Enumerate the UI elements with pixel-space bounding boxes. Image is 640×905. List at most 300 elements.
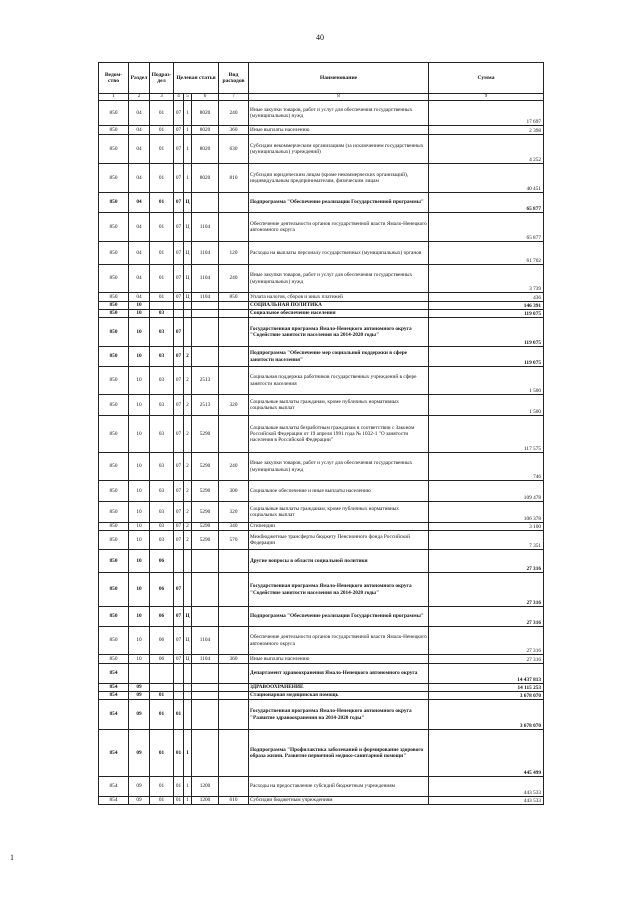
cell-target-direction: 8020: [192, 126, 219, 135]
cell-naimenovanie: Департамент здравоохранения Ямало-Ненецкого автономного округа: [249, 664, 429, 684]
cell-naimenovanie: Уплата налогов, сборов и иных платежей: [249, 293, 429, 302]
cell-target-direction: [192, 573, 219, 607]
cell-vid-rashodov: [219, 302, 249, 310]
cell-target-subprogram: 1: [184, 126, 192, 135]
cell-target-program: 07: [174, 242, 184, 265]
table-row: [99, 777, 544, 797]
table-row: [99, 318, 544, 347]
cell-naimenovanie: Государственная программа Ямало-Ненецкого автономного округа "Развитие здравоохранения на 2014-2020 годы": [249, 700, 429, 730]
cell-vid-rashodov: 850: [219, 293, 249, 302]
cell-target-program: 07: [174, 367, 184, 395]
cell-vedomstvo: 850: [99, 193, 129, 213]
cell-target-subprogram: Ц: [184, 607, 192, 627]
cell-razdel: 09: [129, 777, 150, 797]
cell-podrazdel: 03: [150, 347, 174, 367]
cell-razdel: 10: [129, 453, 150, 481]
cell-target-subprogram: [184, 573, 192, 607]
cell-target-subprogram: Ц: [184, 213, 192, 242]
cell-target-direction: 1104: [192, 265, 219, 293]
cell-vid-rashodov: 240: [219, 101, 249, 126]
cell-vid-rashodov: [219, 310, 249, 318]
cell-vid-rashodov: [219, 684, 249, 692]
cell-vedomstvo: 850: [99, 502, 129, 523]
cell-vedomstvo: 850: [99, 213, 129, 242]
cell-naimenovanie: Государственная программа Ямало-Ненецкого автономного округа "Содействие занятости населения на 2014-2020 годы": [249, 573, 429, 607]
cell-target-program: [174, 550, 184, 573]
cell-podrazdel: 06: [150, 655, 174, 664]
table-row: [99, 531, 544, 550]
cell-naimenovanie: Расходы на предоставление субсидий бюджетным учреждениям: [249, 777, 429, 797]
cell-vedomstvo: 854: [99, 684, 129, 692]
cell-podrazdel: [150, 664, 174, 684]
cell-vid-rashodov: [219, 627, 249, 655]
table-row: [99, 481, 544, 502]
cell-target-subprogram: I: [184, 730, 192, 777]
cell-target-direction: [192, 302, 219, 310]
cell-naimenovanie: Подпрограмма "Профилактика заболеваний и формирование здорового образа жизни. Развитие первичной медико-санитарной помощи": [249, 730, 429, 777]
cell-naimenovanie: Межбюджетные трансферты бюджету Пенсионного фонда Российской Федерации: [249, 531, 429, 550]
cell-summa: 3 739: [429, 265, 544, 293]
cell-razdel: 10: [129, 550, 150, 573]
cell-summa: 27 316: [429, 627, 544, 655]
cell-naimenovanie: СОЦИАЛЬНАЯ ПОЛИТИКА: [249, 302, 429, 310]
cell-vedomstvo: 850: [99, 367, 129, 395]
cell-target-program: 01: [174, 700, 184, 730]
cell-podrazdel: 01: [150, 293, 174, 302]
cell-razdel: 10: [129, 395, 150, 416]
cell-target-program: 07: [174, 607, 184, 627]
cell-razdel: 04: [129, 193, 150, 213]
cell-vedomstvo: 854: [99, 730, 129, 777]
cell-vedomstvo: 850: [99, 395, 129, 416]
cell-target-program: 07: [174, 318, 184, 347]
cell-razdel: 04: [129, 293, 150, 302]
cell-target-subprogram: 1: [184, 777, 192, 797]
cell-vedomstvo: 850: [99, 302, 129, 310]
cell-summa: 40 451: [429, 164, 544, 193]
cell-podrazdel: 06: [150, 550, 174, 573]
cell-target-program: 01: [174, 730, 184, 777]
cell-razdel: 04: [129, 135, 150, 164]
cell-podrazdel: 03: [150, 453, 174, 481]
cell-summa: 27 316: [429, 550, 544, 573]
cell-summa: 27 316: [429, 655, 544, 664]
cell-podrazdel: [150, 302, 174, 310]
cell-vid-rashodov: 630: [219, 135, 249, 164]
cell-target-subprogram: [184, 310, 192, 318]
cell-vid-rashodov: [219, 318, 249, 347]
cell-summa: 119 075: [429, 310, 544, 318]
cell-vid-rashodov: [219, 730, 249, 777]
cell-vedomstvo: 850: [99, 310, 129, 318]
cell-vid-rashodov: [219, 607, 249, 627]
cell-target-program: 07: [174, 395, 184, 416]
cell-target-direction: [192, 193, 219, 213]
cell-target-subprogram: Ц: [184, 293, 192, 302]
cell-naimenovanie: Обеспечение деятельности органов государственной власти Ямало-Ненецкого автономного округа: [249, 627, 429, 655]
table-row: [99, 310, 544, 318]
cell-summa: 3 100: [429, 523, 544, 531]
cell-vid-rashodov: [219, 213, 249, 242]
cell-target-subprogram: 2: [184, 502, 192, 523]
cell-target-direction: 1104: [192, 242, 219, 265]
cell-razdel: 04: [129, 164, 150, 193]
cell-vedomstvo: 850: [99, 453, 129, 481]
margin-mark: 1: [10, 853, 14, 862]
cell-summa: 443 533: [429, 797, 544, 805]
cell-naimenovanie: Субсидии некоммерческим организациям (за исключением государственных (муниципальных) учреждений): [249, 135, 429, 164]
cell-target-program: 07: [174, 213, 184, 242]
cell-razdel: 09: [129, 684, 150, 692]
cell-summa: 445 499: [429, 730, 544, 777]
col-number: 4: [174, 94, 184, 101]
cell-target-program: [174, 302, 184, 310]
cell-target-program: 07: [174, 164, 184, 193]
cell-summa: 1 500: [429, 367, 544, 395]
cell-target-subprogram: 1: [184, 164, 192, 193]
cell-target-direction: [192, 550, 219, 573]
cell-vid-rashodov: 120: [219, 242, 249, 265]
cell-target-direction: [192, 684, 219, 692]
cell-target-direction: [192, 730, 219, 777]
table-row: [99, 416, 544, 453]
cell-target-program: 07: [174, 573, 184, 607]
cell-target-direction: 5290: [192, 481, 219, 502]
cell-vedomstvo: 854: [99, 700, 129, 730]
cell-naimenovanie: Обеспечение деятельности органов государственной власти Ямало-Ненецкого автономного округа: [249, 213, 429, 242]
cell-razdel: 04: [129, 265, 150, 293]
table-row: [99, 367, 544, 395]
cell-podrazdel: 03: [150, 310, 174, 318]
header-vid-rashodov: Вид расходов: [219, 63, 249, 94]
col-number: 8: [249, 94, 429, 101]
cell-summa: 436: [429, 293, 544, 302]
cell-naimenovanie: Социальное обеспечение населения: [249, 310, 429, 318]
cell-vedomstvo: 850: [99, 481, 129, 502]
cell-target-direction: 1104: [192, 627, 219, 655]
cell-summa: 106 378: [429, 502, 544, 523]
cell-target-subprogram: [184, 684, 192, 692]
cell-summa: 27 316: [429, 607, 544, 627]
cell-summa: 4 252: [429, 135, 544, 164]
header-summa: Сумма: [429, 63, 544, 94]
cell-razdel: 10: [129, 318, 150, 347]
table-row: [99, 502, 544, 523]
cell-target-direction: 5290: [192, 523, 219, 531]
col-number: 1: [99, 94, 129, 101]
cell-razdel: 09: [129, 730, 150, 777]
cell-naimenovanie: Подпрограмма "Обеспечение реализации Государственной программы": [249, 193, 429, 213]
cell-summa: 27 316: [429, 573, 544, 607]
cell-summa: 117 575: [429, 416, 544, 453]
cell-razdel: 10: [129, 655, 150, 664]
table-row: [99, 101, 544, 126]
table-row: [99, 684, 544, 692]
cell-naimenovanie: ЗДРАВООХРАНЕНИЕ: [249, 684, 429, 692]
cell-summa: 7 351: [429, 531, 544, 550]
table-row: [99, 627, 544, 655]
cell-podrazdel: 01: [150, 126, 174, 135]
cell-target-subprogram: 2: [184, 347, 192, 367]
cell-vedomstvo: 850: [99, 607, 129, 627]
cell-vedomstvo: 850: [99, 265, 129, 293]
cell-vid-rashodov: [219, 700, 249, 730]
cell-naimenovanie: Социальные выплаты безработным гражданам в соответствии с Законом Российской Федерации от 19 апреля 1991 года № 1032-1 "О занятости населения в Российской Федерации": [249, 416, 429, 453]
table-row: [99, 573, 544, 607]
cell-vid-rashodov: [219, 193, 249, 213]
cell-vedomstvo: 850: [99, 126, 129, 135]
header-razdel: Раздел: [129, 63, 150, 94]
cell-razdel: 10: [129, 627, 150, 655]
cell-podrazdel: 06: [150, 607, 174, 627]
cell-razdel: 10: [129, 607, 150, 627]
cell-vedomstvo: 850: [99, 242, 129, 265]
cell-podrazdel: 01: [150, 265, 174, 293]
cell-target-direction: 5290: [192, 453, 219, 481]
cell-summa: 17 697: [429, 101, 544, 126]
cell-naimenovanie: Иные закупки товаров, работ и услуг для обеспечения государственных (муниципальных) нужд: [249, 101, 429, 126]
cell-target-program: 07: [174, 347, 184, 367]
cell-podrazdel: 01: [150, 730, 174, 777]
cell-target-direction: 1104: [192, 213, 219, 242]
cell-naimenovanie: Другие вопросы в области социальной политики: [249, 550, 429, 573]
cell-target-direction: 5290: [192, 502, 219, 523]
cell-target-subprogram: 2: [184, 531, 192, 550]
table-row: [99, 550, 544, 573]
cell-razdel: 04: [129, 101, 150, 126]
cell-summa: 443 533: [429, 777, 544, 797]
cell-target-direction: 8020: [192, 164, 219, 193]
table-row: [99, 607, 544, 627]
cell-podrazdel: 06: [150, 573, 174, 607]
cell-target-direction: 5290: [192, 416, 219, 453]
cell-target-program: [174, 310, 184, 318]
cell-summa: 1 500: [429, 395, 544, 416]
cell-vedomstvo: 850: [99, 573, 129, 607]
cell-target-direction: 8020: [192, 135, 219, 164]
cell-vedomstvo: 854: [99, 692, 129, 700]
col-number: 5: [184, 94, 192, 101]
table-row: [99, 193, 544, 213]
cell-podrazdel: 03: [150, 531, 174, 550]
cell-target-program: 07: [174, 523, 184, 531]
cell-naimenovanie: Социальная поддержка работников государственных учреждений в сфере занятости населения: [249, 367, 429, 395]
cell-target-program: 07: [174, 481, 184, 502]
cell-vedomstvo: 850: [99, 627, 129, 655]
cell-target-direction: 5290: [192, 531, 219, 550]
cell-summa: 65 877: [429, 193, 544, 213]
cell-summa: 14 115 253: [429, 684, 544, 692]
cell-target-program: [174, 692, 184, 700]
cell-vid-rashodov: [219, 692, 249, 700]
cell-vid-rashodov: 320: [219, 502, 249, 523]
table-header: [99, 63, 544, 101]
cell-vedomstvo: 850: [99, 523, 129, 531]
cell-target-direction: [192, 607, 219, 627]
page-number: 40: [316, 33, 324, 42]
cell-naimenovanie: Государственная программа Ямало-Ненецкого автономного округа "Содействие занятости населения на 2014-2020 годы": [249, 318, 429, 347]
cell-target-program: 07: [174, 416, 184, 453]
cell-podrazdel: 01: [150, 193, 174, 213]
cell-vedomstvo: 854: [99, 664, 129, 684]
cell-razdel: 10: [129, 416, 150, 453]
cell-target-direction: [192, 692, 219, 700]
cell-target-subprogram: Ц: [184, 627, 192, 655]
cell-vedomstvo: 854: [99, 777, 129, 797]
cell-podrazdel: 03: [150, 416, 174, 453]
column-number-row: [99, 94, 544, 101]
cell-target-direction: 2513: [192, 367, 219, 395]
cell-vedomstvo: 850: [99, 164, 129, 193]
table-row: [99, 395, 544, 416]
cell-target-program: 07: [174, 135, 184, 164]
cell-vedomstvo: 850: [99, 531, 129, 550]
header-podrazdel: Подраз-дел: [150, 63, 174, 94]
cell-podrazdel: 03: [150, 523, 174, 531]
cell-target-subprogram: [184, 700, 192, 730]
cell-target-direction: 1104: [192, 655, 219, 664]
cell-target-subprogram: 1: [184, 101, 192, 126]
cell-target-direction: 1104: [192, 293, 219, 302]
cell-target-program: 07: [174, 126, 184, 135]
cell-vid-rashodov: 300: [219, 481, 249, 502]
table-row: [99, 265, 544, 293]
table-row: [99, 797, 544, 805]
cell-vedomstvo: 850: [99, 416, 129, 453]
cell-summa: 746: [429, 453, 544, 481]
cell-razdel: 09: [129, 700, 150, 730]
cell-naimenovanie: Субсидии бюджетным учреждениям: [249, 797, 429, 805]
cell-podrazdel: [150, 684, 174, 692]
cell-razdel: 10: [129, 481, 150, 502]
cell-vedomstvo: 850: [99, 347, 129, 367]
cell-target-subprogram: 2: [184, 453, 192, 481]
cell-summa: 119 075: [429, 318, 544, 347]
cell-vid-rashodov: 570: [219, 531, 249, 550]
table-row: [99, 242, 544, 265]
cell-target-subprogram: 2: [184, 416, 192, 453]
cell-summa: 119 075: [429, 347, 544, 367]
cell-podrazdel: 03: [150, 481, 174, 502]
table-row: [99, 523, 544, 531]
cell-vid-rashodov: 320: [219, 395, 249, 416]
cell-summa: 3 678 070: [429, 692, 544, 700]
table-body: [99, 101, 544, 805]
header-naimenovanie: Наименование: [249, 63, 429, 94]
cell-vid-rashodov: 810: [219, 164, 249, 193]
cell-target-subprogram: [184, 664, 192, 684]
cell-vid-rashodov: [219, 777, 249, 797]
cell-summa: 14 437 813: [429, 664, 544, 684]
cell-razdel: 04: [129, 126, 150, 135]
cell-podrazdel: 01: [150, 797, 174, 805]
table-row: [99, 664, 544, 684]
cell-naimenovanie: Социальные выплаты гражданам, кроме публичных нормативных социальных выплат: [249, 395, 429, 416]
cell-target-program: 01: [174, 797, 184, 805]
cell-target-direction: [192, 700, 219, 730]
table-row: [99, 213, 544, 242]
cell-vedomstvo: 850: [99, 293, 129, 302]
cell-target-subprogram: 2: [184, 523, 192, 531]
cell-podrazdel: 01: [150, 242, 174, 265]
cell-naimenovanie: Стипендии: [249, 523, 429, 531]
cell-vedomstvo: 850: [99, 135, 129, 164]
col-number: 9: [429, 94, 544, 101]
col-number: 7: [219, 94, 249, 101]
cell-vid-rashodov: 240: [219, 265, 249, 293]
cell-target-subprogram: 2: [184, 367, 192, 395]
cell-vedomstvo: 850: [99, 101, 129, 126]
cell-target-subprogram: [184, 692, 192, 700]
cell-target-subprogram: [184, 318, 192, 347]
cell-target-direction: [192, 664, 219, 684]
cell-vedomstvo: 850: [99, 318, 129, 347]
cell-naimenovanie: Подпрограмма "Обеспечение мер социальной поддержки в сфере занятости населения": [249, 347, 429, 367]
cell-podrazdel: 01: [150, 213, 174, 242]
cell-target-subprogram: [184, 550, 192, 573]
cell-razdel: [129, 664, 150, 684]
table-row: [99, 655, 544, 664]
cell-target-subprogram: 2: [184, 395, 192, 416]
cell-razdel: 09: [129, 692, 150, 700]
col-number: 6: [192, 94, 219, 101]
table-row: [99, 700, 544, 730]
cell-target-subprogram: 1: [184, 135, 192, 164]
cell-target-direction: 8020: [192, 101, 219, 126]
cell-vid-rashodov: [219, 550, 249, 573]
cell-target-program: [174, 664, 184, 684]
table-row: [99, 126, 544, 135]
cell-naimenovanie: Расходы на выплаты персоналу государственных (муниципальных) органов: [249, 242, 429, 265]
cell-target-subprogram: 1: [184, 797, 192, 805]
table-row: [99, 692, 544, 700]
table-row: [99, 453, 544, 481]
cell-vid-rashodov: [219, 664, 249, 684]
cell-vedomstvo: 850: [99, 550, 129, 573]
cell-razdel: 10: [129, 523, 150, 531]
cell-summa: 109 478: [429, 481, 544, 502]
header-celevaya-statya: Целевая статья: [174, 63, 219, 94]
cell-vid-rashodov: 360: [219, 655, 249, 664]
cell-vid-rashodov: 340: [219, 523, 249, 531]
cell-target-program: [174, 684, 184, 692]
table-row: [99, 135, 544, 164]
cell-razdel: 04: [129, 213, 150, 242]
cell-vid-rashodov: [219, 416, 249, 453]
cell-podrazdel: 01: [150, 777, 174, 797]
cell-target-subprogram: Ц: [184, 655, 192, 664]
cell-razdel: 10: [129, 502, 150, 523]
header-vedomstvo: Ведом-ство: [99, 63, 129, 94]
cell-razdel: 09: [129, 797, 150, 805]
cell-razdel: 10: [129, 310, 150, 318]
cell-podrazdel: 03: [150, 395, 174, 416]
cell-podrazdel: 01: [150, 700, 174, 730]
cell-naimenovanie: Иные выплаты населению: [249, 126, 429, 135]
cell-vid-rashodov: 240: [219, 453, 249, 481]
cell-summa: 61 702: [429, 242, 544, 265]
cell-target-subprogram: 2: [184, 481, 192, 502]
cell-naimenovanie: Иные выплаты населению: [249, 655, 429, 664]
cell-target-subprogram: Ц: [184, 193, 192, 213]
col-number: 3: [150, 94, 174, 101]
cell-target-subprogram: Ц: [184, 265, 192, 293]
cell-razdel: 04: [129, 242, 150, 265]
cell-vedomstvo: 854: [99, 797, 129, 805]
cell-razdel: 10: [129, 531, 150, 550]
cell-podrazdel: 03: [150, 367, 174, 395]
cell-razdel: 10: [129, 302, 150, 310]
